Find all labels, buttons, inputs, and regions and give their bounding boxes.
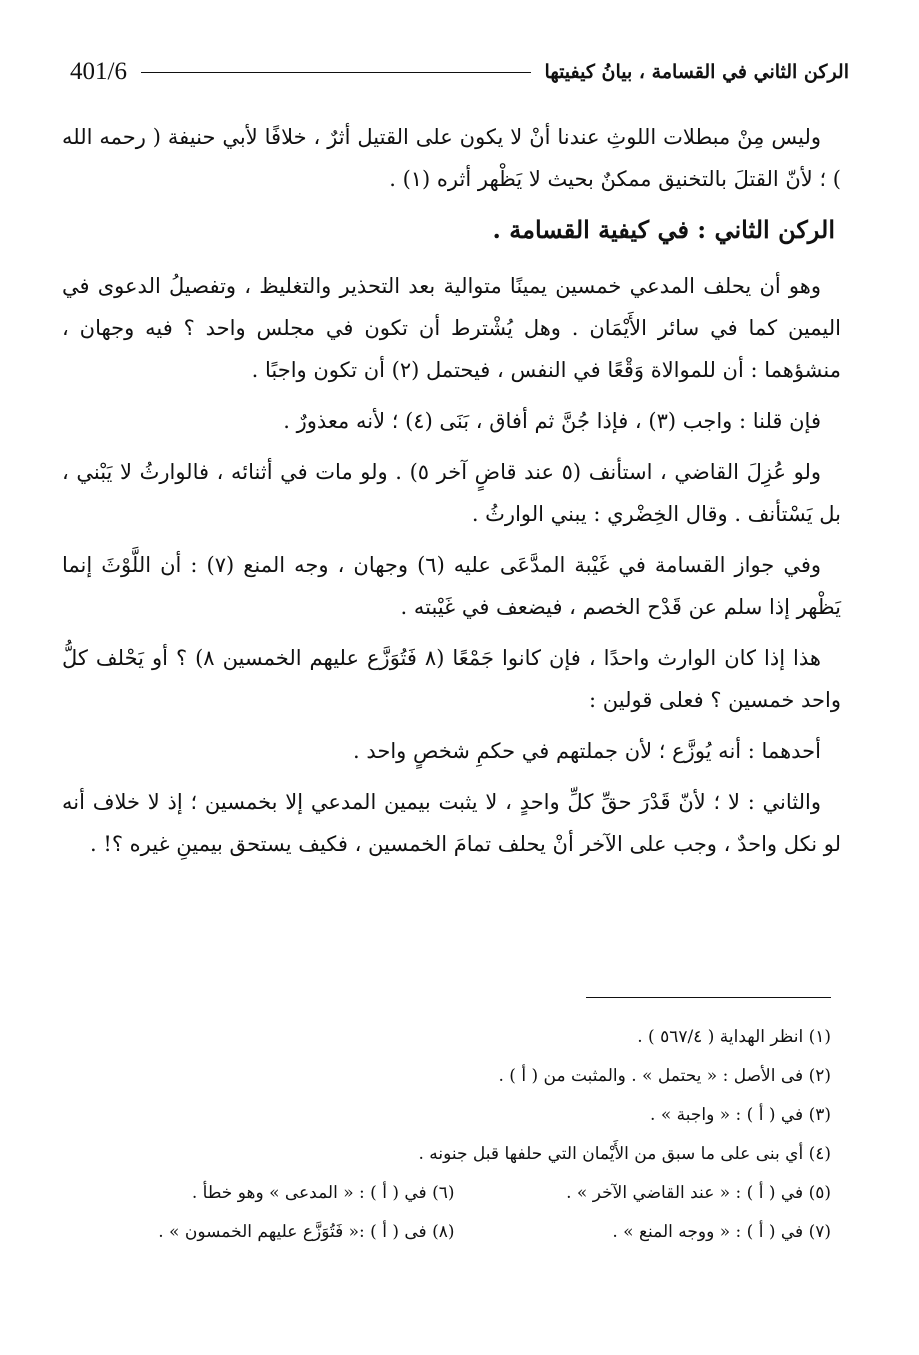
running-title: الركن الثاني في القسامة ، بيانُ كيفيتها bbox=[544, 61, 849, 83]
paragraph-8: والثاني : لا ؛ لأنّ قَدْرَ حقِّ كلِّ واحدٍ ، لا يثبت بيمين المدعي إلا بخمسين ؛ إذ لا خلاف أنه لو نكل واحدٌ ، وجب على الآخر أنْ يحلف تمامَ الخمسين ، فكيف يستحق بيمينِ غيره ؟! . bbox=[62, 790, 841, 856]
footnote-6: (٦) في ( أ ) : « المدعى » وهو خطأ . bbox=[191, 1183, 455, 1203]
footnote-2: (٢) فى الأصل : « يحتمل » . والمثبت من ( أ ) . bbox=[498, 1066, 831, 1086]
footnote-8: (٨) فى ( أ ) :« فَتُوَزَّع عليهم الخمسون » . bbox=[158, 1222, 455, 1242]
section-heading: الركن الثاني : في كيفية القسامة . bbox=[492, 215, 835, 244]
footnote-row bbox=[78, 1213, 831, 1252]
footnote-7: (٧) في ( أ ) : « ووجه المنع » . bbox=[612, 1222, 831, 1242]
paragraph-4: ولو عُزِلَ القاضي ، استأنف (٥ عند قاضٍ آخر ٥) . ولو مات في أثنائه ، فالوارثُ لا يَبْني ، بل يَسْتأنف . وقال الخِضْري : يبني الوارثُ . bbox=[62, 460, 841, 526]
footnote-row bbox=[78, 1174, 831, 1213]
main-text bbox=[62, 116, 841, 874]
paragraph-6: هذا إذا كان الوارث واحدًا ، فإن كانوا جَمْعًا (٨ فَتُوَزَّع عليهم الخمسين ٨) ؟ أو يَحْلف كلُّ واحد خمسين ؟ فعلى قولين : bbox=[62, 646, 841, 712]
footnote-3: (٣) في ( أ ) : « واجبة » . bbox=[650, 1105, 831, 1125]
footnote-4: (٤) أي بنى على ما سبق من الأَيْمان التي حلفها قبل جنونه . bbox=[418, 1144, 831, 1164]
footnote-5: (٥) في ( أ ) : « عند القاضي الآخر » . bbox=[566, 1183, 831, 1203]
footnotes bbox=[78, 1018, 831, 1252]
paragraph-2: وهو أن يحلف المدعي خمسين يمينًا متوالية بعد التحذير والتغليظ ، وتفصيلُ الدعوى في اليمين كما في سائر الأَيْمَان . وهل يُشْترط أن تكون في مجلس واحد ؟ فيه وجهان ، منشؤهما : أن للموالاة وَقْعًا في النفس ، فيحتمل (٢) أن تكون واجبًا . bbox=[62, 274, 841, 382]
footnote-rule bbox=[586, 997, 831, 998]
page-header bbox=[70, 52, 849, 92]
paragraph-3: فإن قلنا : واجب (٣) ، فإذا جُنَّ ثم أفاق ، بَنَى (٤) ؛ لأنه معذورٌ . bbox=[283, 409, 821, 433]
paragraph-7: أحدهما : أنه يُوزَّع ؛ لأن جملتهم في حكمِ شخصٍ واحد . bbox=[352, 739, 821, 763]
paragraph-5: وفي جواز القسامة في غَيْبة المدَّعَى عليه (٦) وجهان ، وجه المنع (٧) : أن اللَّوْثَ إنما يَظْهر إذا سلم عن قَدْح الخصم ، فيضعف في غَيْبته . bbox=[62, 553, 841, 619]
footnote-1: (١) انظر الهداية ( ٥٦٧/٤ ) . bbox=[637, 1027, 831, 1047]
header-rule bbox=[141, 72, 531, 73]
paragraph-1: وليس مِنْ مبطلات اللوثِ عندنا أنْ لا يكون على القتيل أثرٌ ، خلافًا لأبي حنيفة ( رحمه الله ) ؛ لأنّ القتلَ بالتخنيق ممكنٌ بحيث لا يَظْهر أثره (١) . bbox=[62, 125, 841, 191]
page-number: 401/6 bbox=[70, 58, 127, 85]
